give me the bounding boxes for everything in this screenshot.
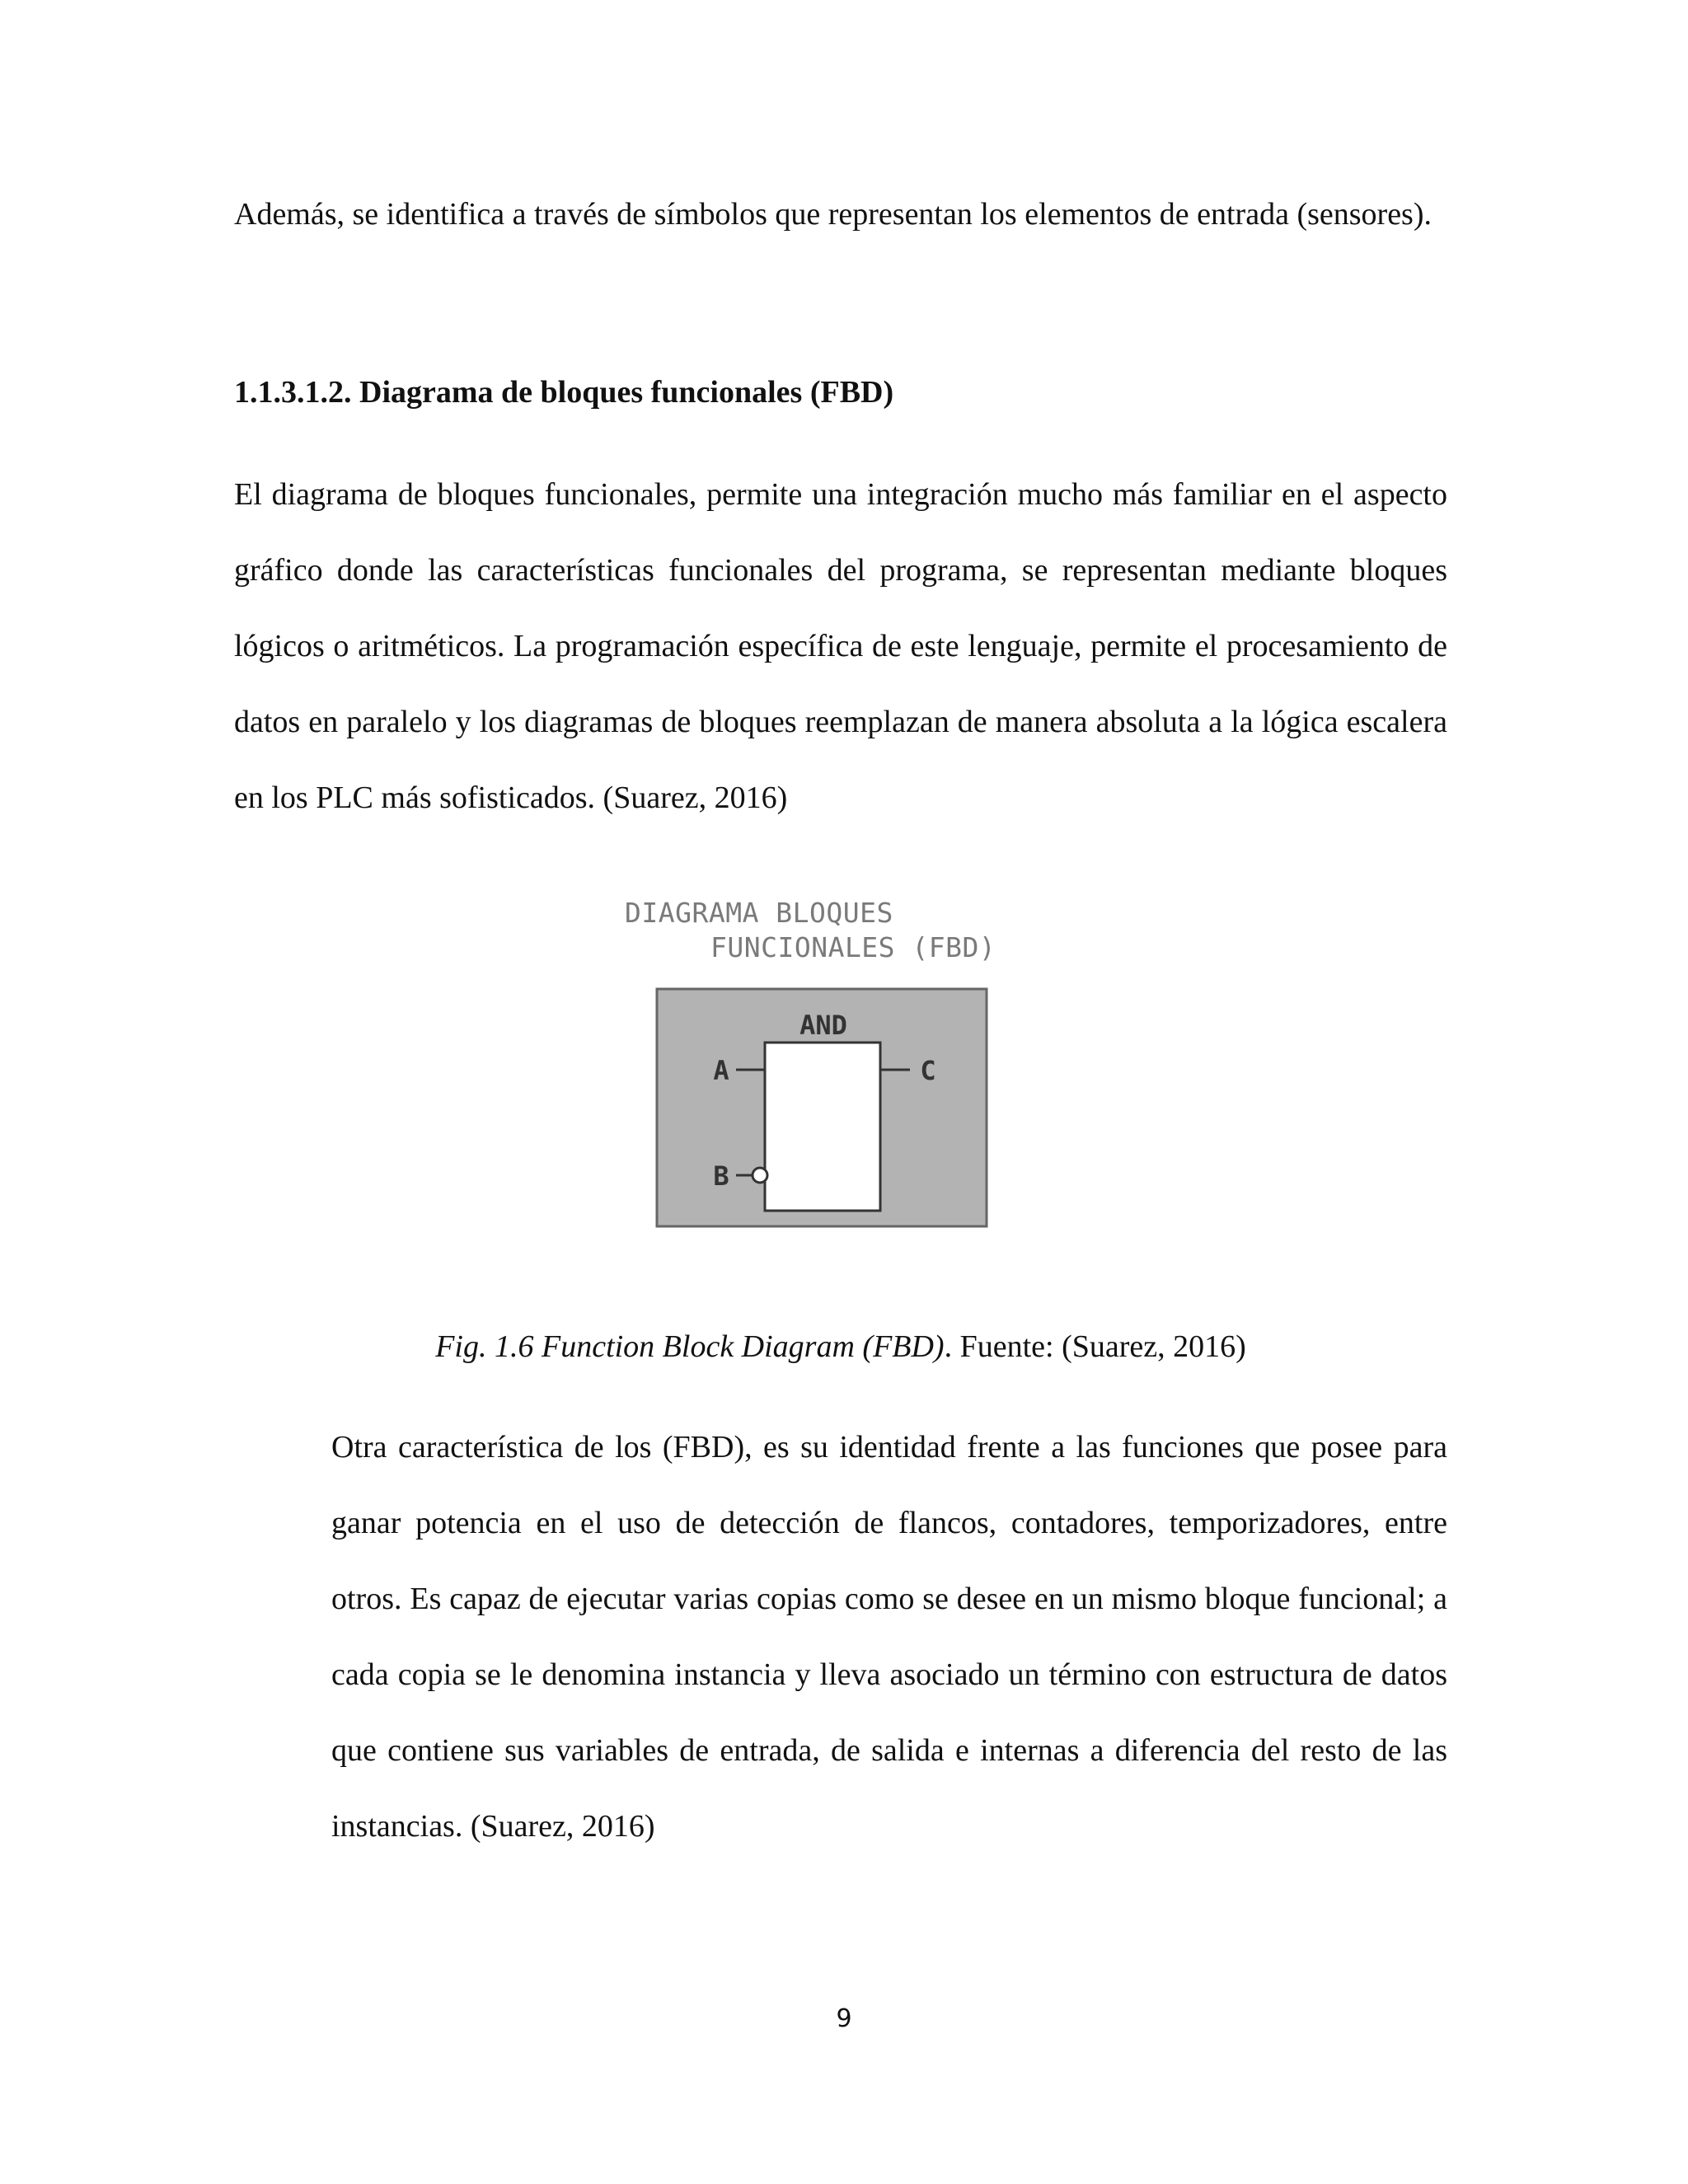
fbd-figure [618,890,1014,1261]
and-block [765,1043,880,1211]
section-heading: 1.1.3.1.2. Diagrama de bloques funcionales (FBD) [234,375,894,410]
page-number: 9 [836,2004,852,2033]
paragraph-fbd-description: El diagrama de bloques funcionales, permite una integración mucho más familiar en el aspecto gráfico donde las características funcionales del programa, se representan mediante bloques lógicos o aritméticos. La programación específica de este lenguaje, permite el procesamiento de datos en paralelo y los diagramas de bloques reemplazan de manera absoluta a la lógica escalera en los PLC más sofisticados. (Suarez, 2016) [234,477,1447,815]
negation-circle [753,1168,767,1183]
input-label-a: A [713,1055,729,1086]
figure-caption [234,1322,1447,1371]
caption-source: . Fuente: (Suarez, 2016) [944,1329,1246,1364]
paragraph-sensors: Además, se identifica a través de símbolos que representan los elementos de entrada (sensores). [234,197,1432,232]
input-label-b: B [713,1160,729,1192]
caption-figure-label: Fig. 1.6 Function Block Diagram (FBD) [435,1329,945,1364]
figure-title-line-2: FUNCIONALES (FBD) [710,931,996,963]
paragraph-fbd-features: Otra característica de los (FBD), es su identidad frente a las funciones que posee para ganar potencia en el uso de detección de flancos, contadores, temporizadores, entre otros. Es capaz de ejecutar varias copias como se desee en un mismo bloque funcional; a cada copia se le denomina instancia y lleva asociado un término con estructura de datos que contiene sus variables de entrada, de salida e internas a diferencia del resto de las instancias. (Suarez, 2016) [331,1430,1447,1844]
figure-title-line-1: DIAGRAMA BLOQUES [625,897,893,929]
block-label-and: AND [799,1010,847,1041]
output-label-c: C [920,1055,936,1086]
